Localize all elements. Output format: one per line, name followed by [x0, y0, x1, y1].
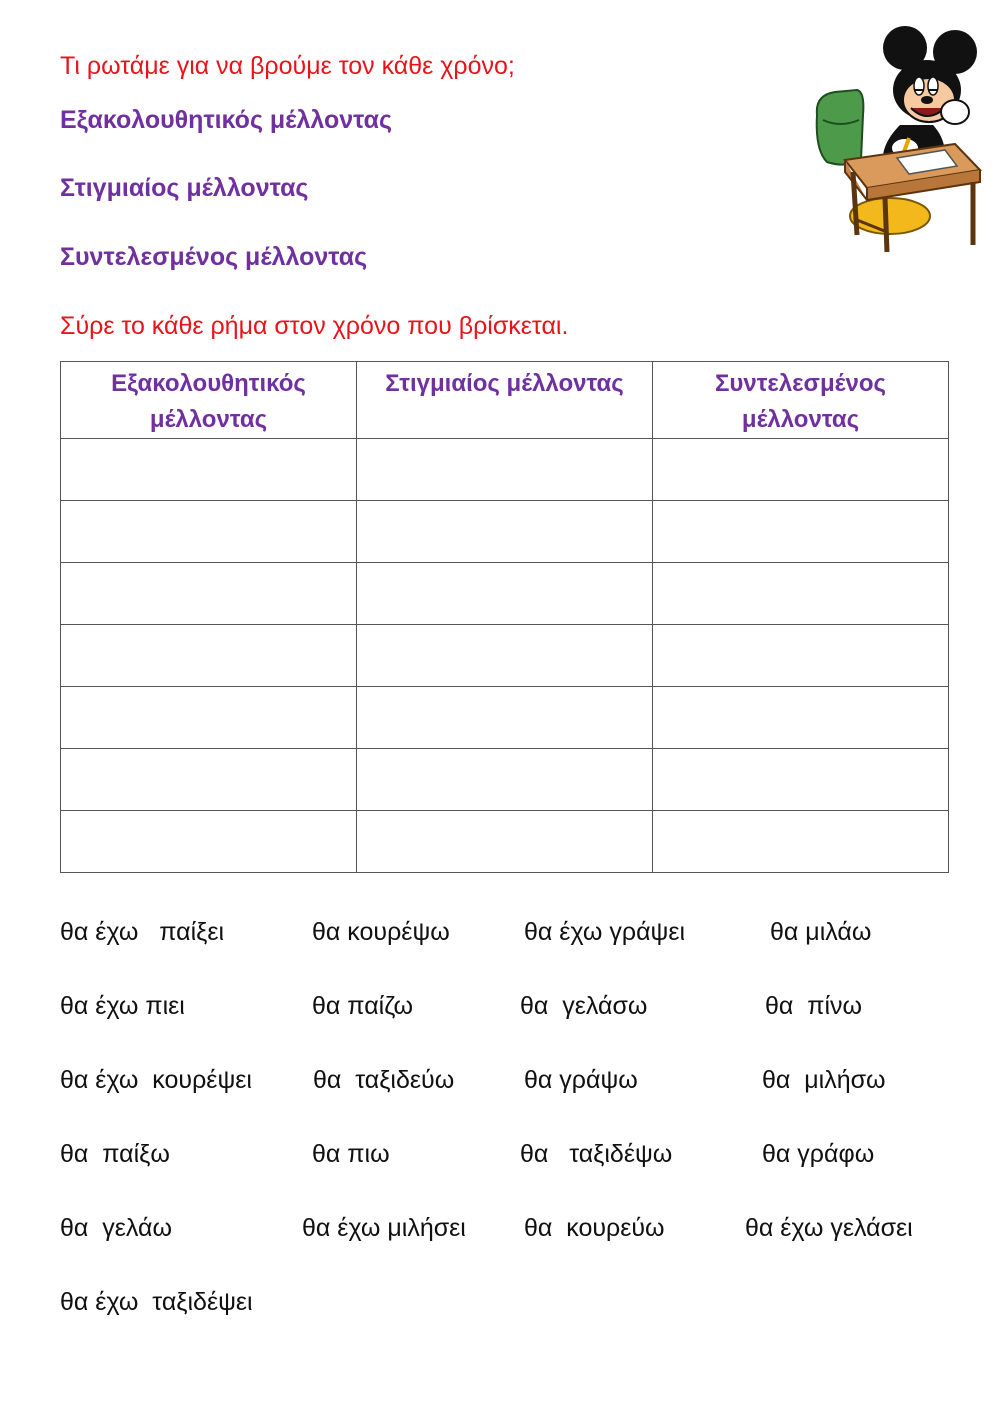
- verb-word[interactable]: θα μιλάω: [770, 918, 872, 946]
- tense-label-simple: Στιγμιαίος μέλλοντας: [60, 174, 309, 202]
- drop-cell[interactable]: [653, 749, 949, 811]
- verb-word[interactable]: θα γελάω: [60, 1214, 172, 1242]
- cartoon-mouse-at-desk-icon: [805, 20, 985, 260]
- drop-cell[interactable]: [357, 749, 653, 811]
- verb-word[interactable]: θα ταξιδεύω: [313, 1066, 455, 1094]
- table-row: [61, 687, 949, 749]
- drop-cell[interactable]: [357, 811, 653, 873]
- table-row: [61, 501, 949, 563]
- table-row: [61, 625, 949, 687]
- drop-cell[interactable]: [653, 625, 949, 687]
- table-row: [61, 811, 949, 873]
- tense-label-perfect: Συντελεσμένος μέλλοντας: [60, 243, 368, 271]
- verb-word[interactable]: θα κουρέψω: [312, 918, 450, 946]
- verb-word[interactable]: θα γελάσω: [520, 992, 648, 1020]
- verb-word[interactable]: θα έχω μιλήσει: [302, 1214, 466, 1242]
- verb-word[interactable]: θα παίξω: [60, 1140, 170, 1168]
- drop-cell[interactable]: [61, 811, 357, 873]
- verb-word[interactable]: θα παίζω: [312, 992, 414, 1020]
- question-title: Τι ρωτάμε για να βρούμε τον κάθε χρόνο;: [60, 52, 515, 80]
- verb-word[interactable]: θα έχω γελάσει: [745, 1214, 913, 1242]
- table-row: [61, 749, 949, 811]
- column-header-simple: Στιγμιαίος μέλλοντας: [357, 362, 653, 439]
- verb-word[interactable]: θα γράφω: [762, 1140, 875, 1168]
- drop-cell[interactable]: [61, 563, 357, 625]
- drop-cell[interactable]: [61, 687, 357, 749]
- drop-cell[interactable]: [61, 749, 357, 811]
- drop-cell[interactable]: [653, 563, 949, 625]
- drop-cell[interactable]: [653, 439, 949, 501]
- column-header-perfect: Συντελεσμένος μέλλοντας: [653, 362, 949, 439]
- drop-cell[interactable]: [653, 687, 949, 749]
- verb-word[interactable]: θα μιλήσω: [762, 1066, 886, 1094]
- drop-cell[interactable]: [357, 687, 653, 749]
- verb-word[interactable]: θα έχω πιει: [60, 992, 185, 1020]
- verb-word[interactable]: θα γράψω: [524, 1066, 638, 1094]
- drop-cell[interactable]: [357, 625, 653, 687]
- drop-cell[interactable]: [61, 625, 357, 687]
- drop-cell[interactable]: [357, 501, 653, 563]
- drop-cell[interactable]: [61, 439, 357, 501]
- drop-cell[interactable]: [357, 563, 653, 625]
- drop-cell[interactable]: [357, 439, 653, 501]
- verb-word[interactable]: θα έχω ταξιδέψει: [60, 1288, 253, 1316]
- tense-label-continuous: Εξακολουθητικός μέλλοντας: [60, 106, 392, 134]
- verb-word[interactable]: θα ταξιδέψω: [520, 1140, 673, 1168]
- verb-word[interactable]: θα έχω κουρέψει: [60, 1066, 252, 1094]
- verb-word[interactable]: θα πιω: [312, 1140, 390, 1168]
- instruction: Σύρε το κάθε ρήμα στον χρόνο που βρίσκεται.: [60, 312, 569, 340]
- verb-word[interactable]: θα έχω παίξει: [60, 918, 225, 946]
- sorting-table: [60, 361, 949, 873]
- verb-word[interactable]: θα πίνω: [765, 992, 863, 1020]
- verb-word[interactable]: θα έχω γράψει: [524, 918, 686, 946]
- drop-cell[interactable]: [653, 501, 949, 563]
- drop-cell[interactable]: [61, 501, 357, 563]
- verb-word[interactable]: θα κουρεύω: [524, 1214, 665, 1242]
- column-header-continuous: Εξακολουθητικός μέλλοντας: [61, 362, 357, 439]
- drop-cell[interactable]: [653, 811, 949, 873]
- table-row: [61, 439, 949, 501]
- table-row: [61, 563, 949, 625]
